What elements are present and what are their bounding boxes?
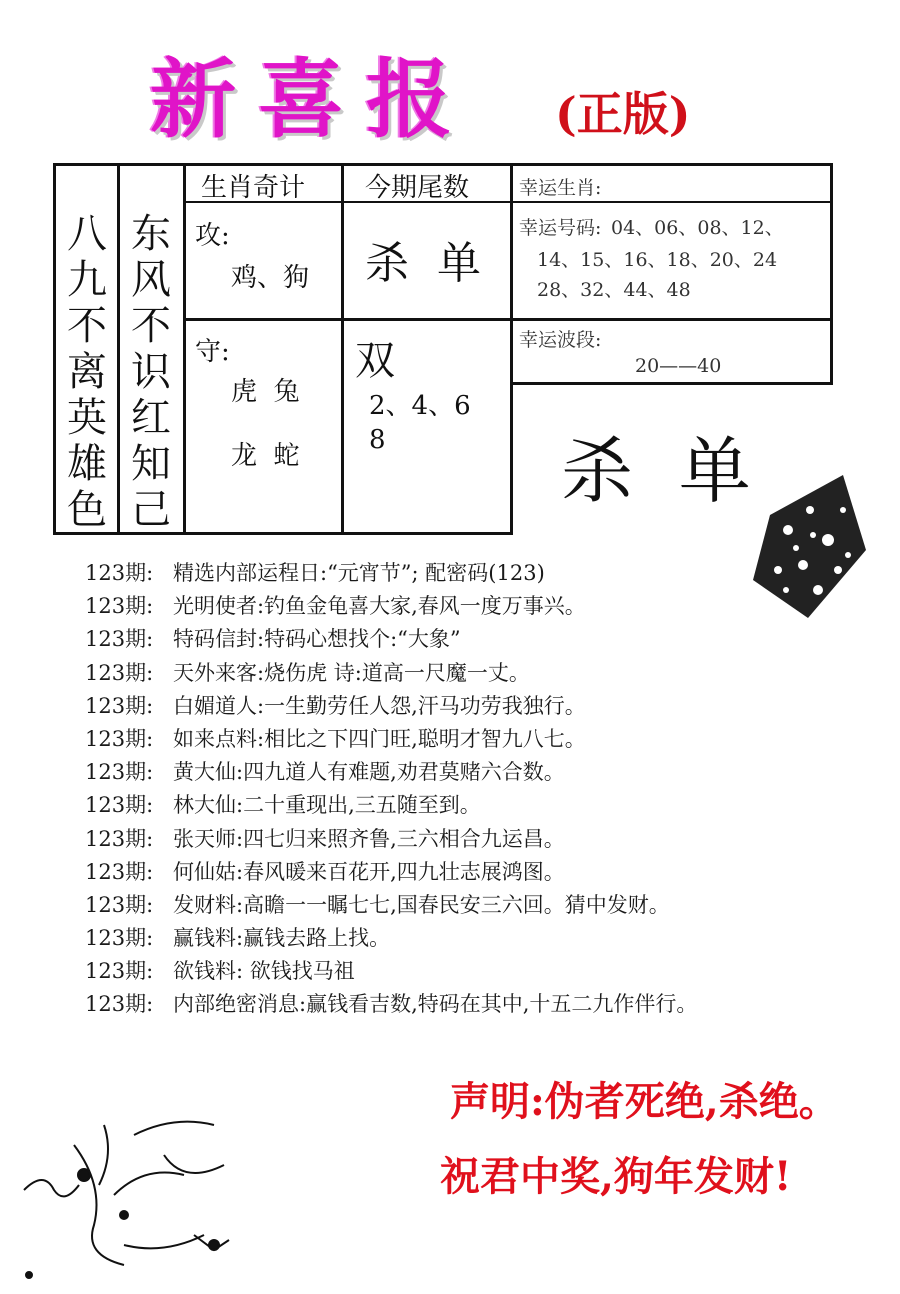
period-label: 123期:	[85, 859, 154, 884]
lucky-wave-label: 幸运波段:	[519, 329, 602, 351]
list-item	[85, 889, 865, 922]
period-label: 123期:	[85, 594, 154, 619]
attack-label: 攻:	[195, 221, 230, 251]
column-poem-2: 东风不识红知己	[131, 211, 171, 533]
period-label: 123期:	[85, 760, 154, 785]
list-item	[85, 922, 865, 955]
prediction-text: 黄大仙:四九道人有难题,劝君莫赌六合数。	[173, 760, 565, 785]
list-item	[85, 690, 865, 723]
list-item	[85, 856, 865, 889]
list-item	[85, 789, 865, 822]
defend-label: 守:	[195, 337, 230, 367]
edition-label: (正版)	[555, 87, 691, 141]
period-label: 123期:	[85, 660, 154, 685]
lucky-numbers-label: 幸运号码:	[519, 217, 602, 239]
prediction-text: 如来点料:相比之下四门旺,聪明才智九八七。	[173, 726, 586, 751]
prediction-text: 特码信封:特码心想找个:“大象”	[173, 627, 461, 652]
prediction-text: 精选内部运程日:“元宵节”; 配密码(123)	[173, 561, 545, 585]
prediction-text: 赢钱料:赢钱去路上找。	[173, 926, 391, 951]
period-label: 123期:	[85, 992, 154, 1017]
defend-line-1: 虎 兔	[231, 377, 300, 407]
double-label: 双	[355, 338, 395, 384]
header-tail-number: 今期尾数	[365, 173, 470, 203]
lucky-numbers-line-2: 14、15、16、18、20、24	[537, 249, 778, 271]
lucky-zodiac-label: 幸运生肖:	[519, 177, 602, 199]
prediction-text: 发财料:高瞻一一瞩七七,国春民安三六回。猜中发财。	[173, 892, 670, 917]
period-label: 123期:	[85, 627, 154, 652]
list-item	[85, 657, 865, 690]
prediction-text: 白媚道人:一生勤劳任人怨,汗马功劳我独行。	[173, 693, 586, 718]
prediction-list	[85, 557, 865, 1022]
declaration: 声明:伪者死绝,杀绝。	[450, 1078, 839, 1125]
period-label: 123期:	[85, 693, 154, 718]
period-label: 123期:	[85, 892, 154, 917]
wish: 祝君中奖,狗年发财!	[440, 1153, 792, 1200]
list-item	[85, 557, 865, 590]
list-item	[85, 590, 865, 623]
prediction-text: 欲钱料: 欲钱找马祖	[173, 959, 355, 984]
column-poem-1: 八九不离英雄色	[67, 211, 107, 533]
kill-single-small: 杀 单	[365, 238, 481, 289]
kill-single-large: 杀 单	[561, 429, 751, 513]
period-label: 123期:	[85, 561, 154, 585]
prediction-text: 天外来客:烧伤虎 诗:道高一尺魔一丈。	[173, 660, 530, 685]
period-label: 123期:	[85, 926, 154, 951]
double-numbers-1: 2、4、6	[369, 391, 471, 421]
period-label: 123期:	[85, 959, 154, 984]
period-label: 123期:	[85, 793, 154, 818]
period-label: 123期:	[85, 726, 154, 751]
attack-value: 鸡、狗	[231, 263, 310, 293]
prediction-text: 光明使者:钓鱼金龟喜大家,春风一度万事兴。	[173, 594, 586, 619]
prediction-text: 林大仙:二十重现出,三五随至到。	[173, 793, 481, 818]
list-item	[85, 955, 865, 988]
prediction-text: 何仙姑:春风暖来百花开,四九壮志展鸿图。	[173, 859, 565, 884]
prediction-text: 张天师:四七归来照齐鲁,三六相合九运昌。	[173, 826, 565, 851]
prediction-text: 内部绝密消息:赢钱看吉数,特码在其中,十五二九作伴行。	[173, 992, 698, 1017]
lucky-numbers-line-1: 04、06、08、12、	[611, 217, 784, 239]
period-label: 123期:	[85, 826, 154, 851]
prediction-grid	[53, 163, 833, 535]
ink-sketch-graphic	[14, 1105, 274, 1285]
list-item	[85, 988, 865, 1021]
defend-line-2: 龙 蛇	[231, 441, 300, 471]
lucky-numbers-line-3: 28、32、44、48	[537, 279, 691, 301]
double-numbers-2: 8	[369, 425, 386, 455]
list-item	[85, 623, 865, 656]
header-zodiac-tactic: 生肖奇计	[201, 173, 306, 203]
list-item	[85, 756, 865, 789]
list-item	[85, 723, 865, 756]
page-title: 新喜报	[150, 49, 474, 150]
list-item	[85, 823, 865, 856]
lucky-wave-value: 20——40	[635, 355, 722, 377]
